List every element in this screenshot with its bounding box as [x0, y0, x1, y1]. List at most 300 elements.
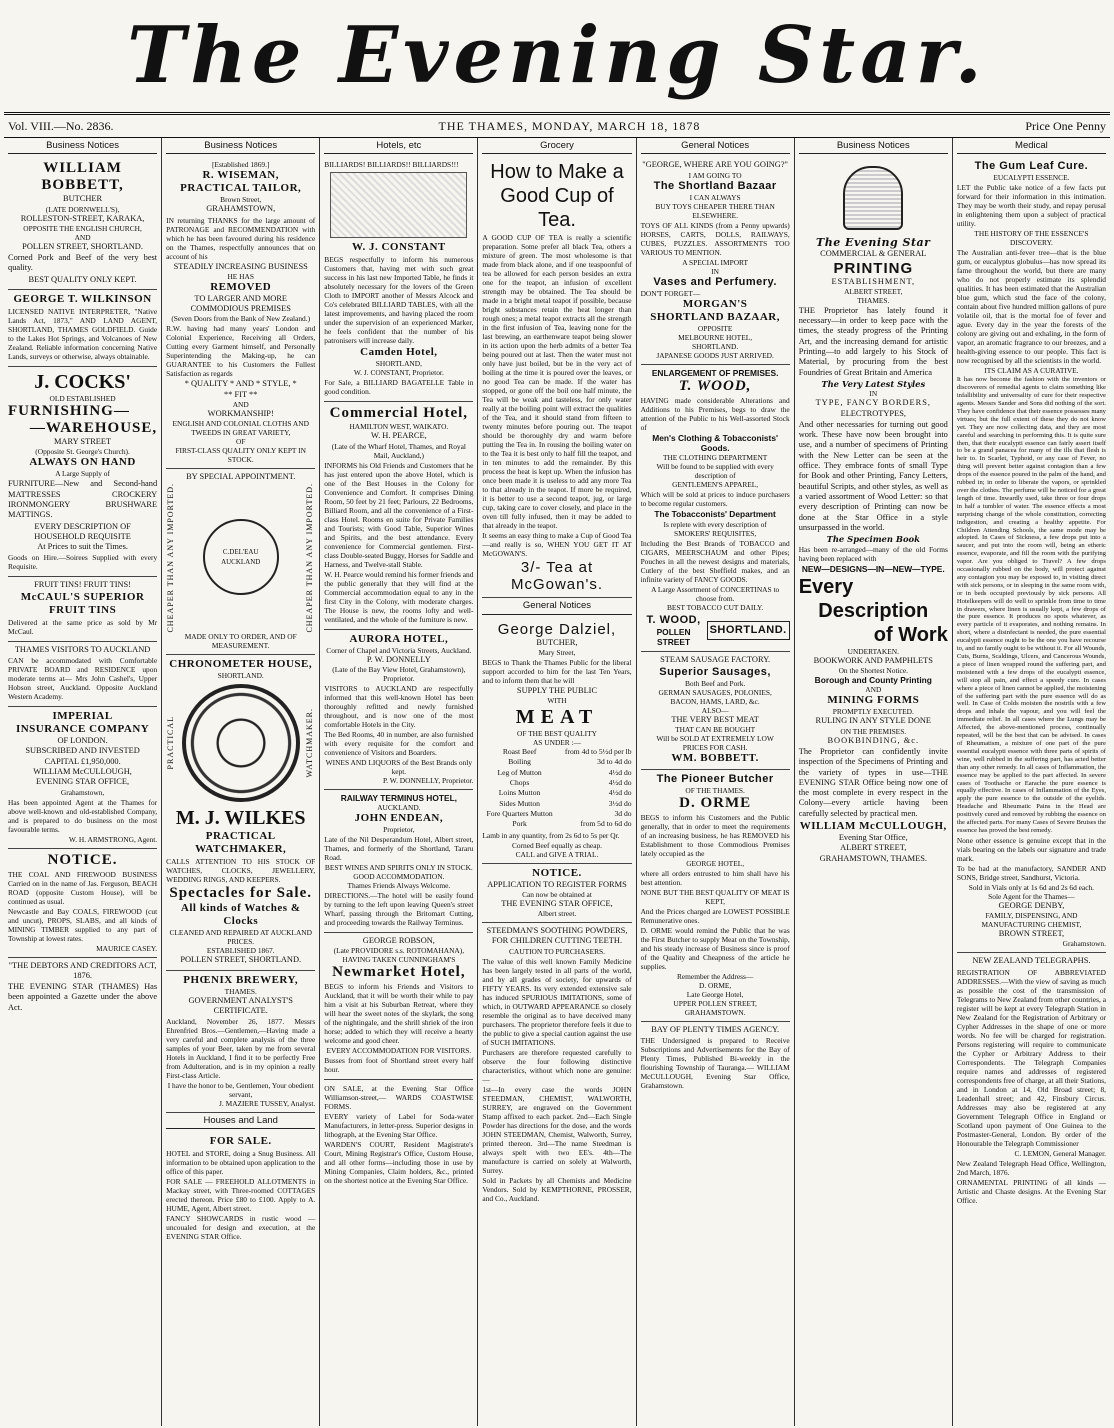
ad-body: ON SALE, at the Evening Star Office Williamson-street,— WARDS COASTWISE FORMS.	[324, 1084, 474, 1112]
ad-line: ITS CLAIM AS A CURATIVE.	[984, 366, 1079, 376]
ad-body: And the Prices charged are LOWEST POSSIBLE Remunerative ones.	[640, 906, 790, 925]
ad-line: GRAHAMSTOWN.	[684, 1007, 746, 1017]
ad-nz-telegraphs	[957, 953, 1106, 1209]
ad-line: OPPOSITE THE ENGLISH CHURCH,	[23, 223, 142, 233]
ad-line: CHEAPER THAN ANY IMPORTED.	[304, 482, 314, 633]
ad-body: The Australian anti-fever tree—that is the blue gum, or eucalyptus globulus—has now spread its fame throughout the world, but there are many who do not properly estimate its splendid qualities. It has been estimated that the Australian blue gum, which stud the face of the colony, contain about five hundred million gallons of pure volatile oil, that is the mortal foe of fever and ague. Every day in the year the forests of the colony are giving out and exhaling, in the form of vapor, an aromatic fragrance to our breezes, and a health-giving essence to our people. This fact is now recognised by all the scientists in the world.	[956, 248, 1106, 366]
ad-line: THE HISTORY OF THE ESSENCE'S DISCOVERY.	[974, 229, 1089, 248]
ad-line: WINES AND LIQUORS of the Best Brands only kept.	[325, 757, 473, 776]
ad-line: Will be SOLD AT EXTREMELY LOW	[656, 733, 774, 743]
column-7	[953, 138, 1110, 1426]
ad-line: Can now be obtained at	[522, 889, 592, 899]
column-heading: Business Notices	[799, 138, 948, 154]
ad-line: Proprietor,	[383, 825, 415, 835]
ad-line: T. WOOD,	[646, 613, 701, 626]
ad-line: MORGAN'S	[682, 297, 748, 310]
ad-line: ON THE PREMISES.	[840, 726, 907, 736]
ad-line: —WAREHOUSE,	[29, 420, 158, 437]
ad-line: ALSO—	[701, 705, 729, 715]
ad-title: GEORGE ROBSON,	[362, 936, 435, 946]
ad-line: PRICES FOR CASH.	[682, 742, 748, 752]
ad-line: THAMES.	[224, 986, 257, 996]
ad-line: PRACTICAL WATCHMAKER,	[195, 830, 287, 856]
ad-line: THE EVENING STAR OFFICE,	[501, 898, 613, 908]
ad-line: OF LONDON.	[57, 736, 108, 746]
ad-line: Sole Agent for the Thames—	[988, 891, 1075, 901]
ad-line: BROWN STREET,	[998, 929, 1065, 939]
ad-line: Is replete with every description of	[663, 519, 767, 529]
newspaper-title: The Evening Star.	[127, 10, 987, 101]
meat-price-cell: 3d do	[614, 808, 632, 818]
ad-line: NEW—DESIGNS—IN—NEW—TYPE.	[801, 564, 945, 575]
column-heading: Hotels, etc	[324, 138, 473, 154]
ad-line: Vases and Perfumery.	[653, 275, 777, 288]
ad-line: I have the honor to be, Gentlemen, Your obedient servant,	[167, 1081, 314, 1100]
ad-body: FOR SALE — FREEHOLD ALLOTMENTS in Mackay street, with Three-roomed COTTAGES erected thereon. Price £80 to £100. Apply to A. HUME, Agent, Albert street.	[166, 1177, 316, 1214]
ad-body: Corned Pork and Beef of the very best quality.	[8, 253, 158, 273]
ad-body: Auckland, November 26, 1877. Messrs Ehrenfried Bros.—Gentlemen,—Having made a very careful and complete analysis of the three samples of your Beer, taken by me from several Hotels in Auckland, I find it to be perfectly Free from Adulteration, and is in my opinion a really First-class Article.	[166, 1017, 316, 1081]
ad-title: PHŒNIX BREWERY,	[183, 973, 299, 986]
price: Price One Penny	[1025, 118, 1106, 133]
ad-line: AND	[865, 685, 882, 695]
ad-title: Commercial Hotel,	[329, 405, 469, 422]
ad-line: A Large Supply of	[55, 469, 110, 479]
ad-line: ALBERT STREET,	[840, 843, 907, 853]
ad-line: MADE ONLY TO ORDER, AND OF MEASUREMENT.	[184, 632, 297, 651]
ad-line: IN	[711, 266, 720, 276]
ad-line: OF	[235, 437, 246, 447]
dateline	[4, 115, 1110, 138]
ad-line: HAVING TAKEN CUNNINGHAM'S	[342, 955, 456, 965]
ad-line: BEST QUALITY ONLY KEPT.	[28, 274, 137, 284]
ad-body: Purchasers are therefore requested carefully to observe the four following distinctive characteristics, without which none are genuine:—	[482, 1047, 632, 1084]
ad-line: W. J. CONSTANT, Proprietor.	[353, 368, 444, 378]
ad-body: D. ORME would remind the Public that he was the First Butcher to supply Meat on the Township, and his steady increase of Business since is proof of the Quality and Cheapness of the article he supplies.	[640, 925, 790, 971]
section-heading: General Notices	[482, 598, 631, 614]
table-row	[482, 799, 631, 809]
ad-chronometer-house	[166, 655, 315, 970]
ad-line: Corner of Chapel and Victoria Streets, Auckland.	[326, 645, 472, 655]
ad-line: Newmarket Hotel,	[332, 964, 466, 981]
ad-line: FAMILY, DISPENSING, AND MANUFACTURING CHEMIST,	[981, 911, 1082, 930]
ad-line: Will be found to be supplied with every description of	[656, 462, 774, 481]
ad-line: MELBOURNE HOTEL,	[678, 332, 753, 342]
ad-line: WILLIAM McCULLOUGH,	[33, 766, 132, 776]
meat-price-cell: 4½d do	[608, 767, 632, 777]
ad-line: (LATE DORNWELL'S),	[45, 204, 120, 214]
masthead	[4, 0, 1110, 115]
ad-line: IN	[869, 389, 878, 399]
ad-line: On the Shortest Notice.	[838, 666, 908, 676]
meat-price-table	[482, 747, 631, 829]
ad-line: ALWAYS ON HAND	[29, 456, 136, 469]
ad-line: Mary Street,	[538, 647, 576, 657]
ad-line: The Tobacconists' Department	[654, 509, 776, 520]
ad-line: BEST TOBACCO CUT DAILY.	[666, 602, 764, 612]
ad-line: PRINTING	[833, 259, 914, 277]
ad-good-cup-of-tea	[482, 157, 631, 598]
seal-block	[166, 483, 315, 633]
ad-title: "GEORGE, WHERE ARE YOU GOING?"	[642, 160, 788, 170]
ad-line: INSURANCE COMPANY	[15, 723, 150, 736]
ad-line: GOVERNMENT ANALYST'S CERTIFICATE.	[188, 995, 293, 1015]
meat-cut-cell: Pork	[512, 819, 527, 829]
ad-line: GERMAN SAUSAGES, POLONIES,	[658, 687, 772, 697]
table-row	[482, 768, 631, 778]
meat-cut-cell: Roast Beef	[502, 747, 537, 757]
wood-sign	[641, 614, 790, 648]
ad-signature: MAURICE CASEY.	[96, 943, 158, 953]
ad-line: Every	[798, 575, 854, 598]
ad-body: The Bed Rooms, 40 in number, are also furnished with every requisite for the comfort and convenience of Visitors and Boarders.	[324, 729, 474, 757]
ad-line: THE CLOTHING DEPARTMENT	[662, 453, 768, 463]
ad-line: ELECTROTYPES,	[840, 408, 906, 418]
ad-line: Late George Hotel,	[686, 989, 744, 999]
ad-body: R.W. having had many years' London and Colonial Experience, Receiving all Orders, Cutting every Garment himself, and Personally Superintending the Making-up, he can GUARANTEE to his Customers the Fullest Satisfaction as regards	[166, 324, 316, 379]
ad-line: W. H. PEARCE,	[370, 431, 427, 441]
place-date: THE THAMES, MONDAY, MARCH 18, 1878	[438, 118, 701, 133]
ad-line: TO LARGER AND MORE COMMODIOUS PREMISES	[190, 293, 291, 314]
column-6	[795, 138, 953, 1426]
ad-line: Evening Star Office,	[838, 832, 908, 842]
ad-body: WARDEN'S COURT, Resident Magistrate's Court, Mining Registrar's Office, Custom House, and all other forms—including those in use by Mining Companies, Claim holders, &c., printed on the shortest notice at the Evening Star Office.	[324, 1140, 474, 1186]
table-row	[482, 819, 631, 829]
ad-body: REGISTRATION OF ABBREVIATED ADDRESSES.—With the view of saving as much as possible the cost of the transmission of Telegrams to New Zealand from other countries, a register will be kept at every Telegraph Station in New Zealand for the Registration of Arbitrary or Cypher Addresses in the shape of one or more words. No fee will be charged for registration. Persons registering will require to communicate the Cypher or Arbitrary Address to their Correspondents. The Telegraph Companies require names and addresses of registered correspondents free of charge, at all their Stations, and in London at 14, Old Broad street; 8, Leadenhall street; and 42, Finsbury Circus. Addresses may also be registered at any Government Telegraph Office in England or Scotland upon payment of One Guinea to the Postmaster-General, London. By order of the Honourable the Telegraph Commissioner	[956, 967, 1106, 1148]
ad-title: NEW ZEALAND TELEGRAPHS.	[972, 956, 1091, 966]
ad-line: 3/- Tea at McGowan's.	[510, 559, 604, 594]
ad-line: SHORTLAND BAZAAR,	[650, 310, 780, 323]
column-4	[478, 138, 636, 1426]
ad-body: CALLS ATTENTION TO HIS STOCK OF WATCHES, CLOCKS, JEWELLERY, WEDDING RINGS, AND KEEPERS.	[166, 857, 316, 885]
ad-body: New Zealand Telegraph Head Office, Wellington, 2nd March, 1876.	[956, 1158, 1106, 1177]
ad-line: FURNISHING—	[8, 403, 130, 420]
ad-line: AS UNDER :—	[532, 738, 582, 748]
ad-body: BEGS to inform his Friends and Visitors to Auckland, that it will be worth their while to pay him a visit at his Suburban Retreat, where they will hear the sweet notes of the skylark, the song of the nightingale, and the shrill shriek of the iron horse; added to which they will receive a hearty welcome and good cheer.	[324, 982, 474, 1046]
meat-cut-cell: Sides Mutton	[499, 798, 540, 808]
column-5	[637, 138, 795, 1426]
ad-signature: J. MAZIERE TUSSEY, Analyst.	[219, 1099, 316, 1109]
ad-commercial-hotel	[324, 402, 473, 629]
ad-line: BUTCHER	[63, 194, 103, 204]
section-heading: Houses and Land	[166, 1113, 315, 1129]
ad-line: [Established 1869.]	[211, 160, 270, 170]
ad-line: HAMILTON WEST, WAIKATO.	[349, 422, 449, 432]
ad-line: BACON, HAMS, LARD, &c.	[670, 696, 760, 706]
ad-title: STEEDMAN'S SOOTHING POWDERS, FOR CHILDREN CUTTING TEETH.	[486, 926, 628, 946]
ad-line: ENGLISH AND COLONIAL CLOTHS AND TWEEDS IN GREAT VARIETY,	[172, 419, 309, 438]
ad-line: CHEAPER THAN ANY IMPORTED.	[166, 482, 176, 633]
ad-body: BEGS respectfully to inform his numerous Customers that, having met with such great success in his last new Imported Table, he finds it absolutely necessary for the lovers of the Green Cloth to IMPORT another of Messrs Alcock and Co's celebrated BILLIARD TABLES, with all the latest improvements, and having placed the room under the supervision of an experienced Marker, he feels confident that the number of his patronisers will increase daily.	[324, 255, 474, 346]
ad-body: Lamb in any quantity, from 2s 6d to 5s per Qr.	[482, 830, 620, 840]
ad-coal-notice	[8, 849, 157, 958]
ad-body: A GOOD CUP OF TEA is really a scientific preparation. Some prefer all black Tea, others a mixture of green. The most wholesome is that made from black alone, and if one teaspoonful of tea be allowed for each person besides an extra one for the teapot, an infusion of excellent strength may be obtained. The Tea should be made in a bright metal teapot if possible, because bright substances retain the heat longer than rough ones; a metal teapot extracts all the strength in the first infusion of Tea, leaving none for the last brewing, an earthenware teapot being slower in its action upon the herb admits of a better Tea being poured out at last. Then the water must not only have just boiled, but be in the very act of boiling at the time it is poured over the leaves, or no good Tea can be made. If the water has stopped, or gone off the boil one half minute, the Tea will be weak and tasteless, for only water really at the boiling point will extract the qualities of the Tea, and it should stand from fifteen to twenty minutes before pouring out. The teapot should be thoroughly dry and warm before putting the Tea in. In rousing the boiling water on to the Tea it is best only to half fill the teapot, and in ten minutes to add the remainder. By this process the heat is kept up. When the infusion has once been made it is useless to add any more Tea to that already in the teapot. If more be required, it is better to use a second teapot, jug, or large cup, taking care to cover closely, and place in the oven till fully infused, then it may be added to that already in the teapot.	[482, 233, 632, 531]
ad-line: GRAHAMSTOWN, THAMES.	[819, 853, 927, 863]
ad-body: 1st—In every case the words JOHN STEEDMAN, CHEMIST, WALWORTH, SURREY, are engraved on the Government Stamp affixed to each packet. 2nd—Each Single Powder has directions for the dose, and the words JOHN STEEDMAN, Chemist, Walworth, Surrey, printed thereon. 3rd—The name Steedman is always spelt with two EE's. 4th—The manufacture is carried on solely at Walworth, Surrey.	[482, 1084, 632, 1175]
ad-debtors-act	[8, 958, 157, 1018]
ad-bay-of-plenty	[641, 1022, 790, 1095]
ad-line: JOHN ENDEAN,	[354, 812, 444, 825]
ad-line: BUTCHER,	[536, 637, 578, 647]
ad-line: CAUTION TO PURCHASERS.	[508, 946, 605, 956]
ad-title: BILLIARDS! BILLIARDS!! BILLIARDS!!!	[324, 160, 459, 170]
billiards-illustration	[330, 172, 467, 238]
ad-line: BOOKWORK AND PAMPHLETS	[813, 655, 933, 665]
ad-line: SUPPLY THE PUBLIC	[516, 685, 598, 695]
ad-body: FANCY SHOWCARDS in rustic wood — uncoualed for design and execution, at the EVENING STAR Office.	[166, 1214, 316, 1242]
ad-body: It seems an easy thing to make a Cup of Good Tea—and really is so, WHEN YOU GET IT AT McGOWAN'S.	[482, 531, 632, 559]
ad-line: D. ORME,	[699, 980, 732, 990]
table-row	[482, 809, 631, 819]
ad-line: APPLICATION TO REGISTER FORMS	[487, 879, 627, 889]
ad-body: Sold in Packets by all Chemists and Medicine Vendors. Sold by KEMPTHORNE, PROSSER, and Co., Auckland.	[482, 1175, 632, 1203]
ad-title: IMPERIAL	[52, 710, 113, 723]
ad-t-wood	[641, 365, 790, 653]
ad-line: SUBSCRIBED AND INVESTED	[25, 746, 140, 756]
ad-line: MINING FORMS	[827, 694, 920, 707]
ad-line: CLEANED AND REPAIRED AT AUCKLAND PRICES.	[169, 928, 312, 947]
ad-title: RAILWAY TERMINUS HOTEL,	[340, 792, 458, 803]
ad-body: Has been re-arranged—many of the old Forms having been replaced with	[798, 545, 948, 564]
ad-line: HE HAS	[227, 271, 254, 281]
ad-signature: W. H. ARMSTRONG, Agent.	[68, 834, 158, 844]
ad-line: M. J. WILKES	[175, 807, 306, 830]
ad-line: of Work	[873, 623, 948, 646]
ad-newmarket-hotel	[324, 933, 473, 1080]
meat-price-cell: 3½d do	[608, 798, 632, 808]
ad-line: Borough and County Printing	[814, 675, 932, 686]
ad-body: Newcastle and Bay COALS, FIREWOOD (cut and uncut), PROPS, SLABS, and all kinds of MINING TIMBER supplied to any part of Township at lowest rates.	[8, 906, 158, 943]
ad-line: UPPER POLLEN STREET,	[673, 998, 757, 1008]
ad-body: Has been appointed Agent at the Thames for above well-known and old-established Company, and is prepared to do business on the most favourable terms.	[8, 797, 158, 834]
ad-body: THE EVENING STAR (THAMES) Has been appointed a Gazette under the above Act.	[8, 982, 158, 1012]
ad-line: Sold in Vials only at 1s 6d and 2s 6d each.	[968, 882, 1095, 892]
ad-line: A Large Assortment of CONCERTINAS to choose from.	[651, 584, 780, 603]
ad-line: POLLEN STREET	[656, 626, 691, 648]
ad-sausage-factory	[641, 652, 790, 770]
ad-line: (Late PROVIDORE s.s. ROTOMAHANA),	[333, 946, 465, 956]
ad-title: WILLIAM BOBBETT,	[41, 160, 124, 194]
seal-icon	[203, 519, 279, 595]
ad-body: FURNITURE—New and Second-hand MATTRESSES CROCKERY IRONMONGERY BRUSHWARE MATTINGS.	[8, 479, 158, 520]
ad-line: CAPITAL £1,950,000.	[44, 756, 121, 766]
ad-line: AND	[232, 400, 249, 410]
ad-body: where all orders entrusted to him shall have his best attention.	[640, 868, 790, 887]
ad-body: LET the Public take notice of a few facts put forward for their information in this intimation. They may be worth their study, and repay perusal in enlightening them upon a subject of practical utility.	[956, 183, 1106, 229]
ad-body: INFORMS his Old Friends and Customers that he has just entered upon the above Hotel, which is one of the Best Houses in the Colony for Convenience and Comfort. It comprises Dining Room, 50 feet by 21 feet; Parlours, 22 Bedrooms, Billiard Room, and all the convenience of a First-class Hotel. Rooms en suite for Private Families and Tourists; with Good Table, Superior Wines and Spirits, and the best attendance. Every convenience for Commercial gentlemen. First-class Double-seated Buggy, Horses for Saddle and Harness, and Twelve-stall Stable.	[324, 460, 474, 569]
ad-line: Description	[818, 599, 929, 622]
ad-body: HAVING made considerable Alterations and Additions to his Premises, begs to draw the attention of the Public to his Well-assorted Stock of	[640, 395, 790, 432]
ad-body: The Proprietor can confidently invite inspection of the Specimens of Printing and the variety of types in use—THE EVENING STAR Office being now one of the most complete in every respect in the Colony—every article having been carefully selected by practical men.	[798, 746, 948, 818]
ad-body: EVERY variety of Label for Soda-water Manufacturers, in letter-press. Superior designs in lithograph, at the Evening Star Office.	[324, 1112, 474, 1140]
ad-line: SHORTLAND,	[375, 359, 422, 369]
table-row	[482, 757, 631, 767]
ad-line: ESTABLISHMENT,	[831, 276, 916, 286]
ad-line: MEAT	[515, 706, 599, 729]
ad-line: I CAN ALWAYS	[689, 192, 741, 202]
column-heading: Business Notices	[8, 138, 157, 154]
ad-signature: C. LEMON, General Manager.	[1014, 1148, 1106, 1158]
ad-steedman-powders	[482, 923, 631, 1208]
ad-forms-notices	[324, 1080, 473, 1190]
meat-price-cell: 4½d do	[608, 788, 632, 798]
ad-title: GEORGE T. WILKINSON	[13, 293, 152, 306]
ad-body: It has now become the fashion with the inventors or discoverers of remedial agents to claim something like infallibility and universality of cure for their respective agents. Messrs Sander and Sons did nothing of the sort. They have confidence that their essence possesses many virtues; but the full extent of these they do not know yet. They are now collecting data, and they are most careful and searching in performing this. It is quite sure then, that their eucalypti essence can fairly assert itself to be a grand panacea for many of the ills that flesh is heir to. In Scarlet, Typhoid, or any case of Fever, no thing will prevent better against contagion than a few drops of the essence poured in the palm of the hand, and rubbed in; in order to liberate the vapors, or sprinkled over the clothes. The perfume will be noticed for a great length of time. Inwardly used, take three or four drops in half a tumbler of water. The essence effects a most surprising change of the whole constitution, correcting indigestion, and creating a healthy appetite. For Children Attending Schools, the same mode may be adopted. In Cases of Sickness, a few drops put into a saucer, and put into the room will, being an etheric essence, evaporate, and fill the room with the purifying vapor. Are you obliged to Travel? A few drops occasionally rubbed on the body, will protect against any contagion you may be exposed to, in visiting direct with sick persons, or in sleeping in the same room with, or in beds occupied previously by sick persons. All Hotelkeepers will do well to sprinkle from time to time in drawers, where linen is usually kept, a few drops of the pure essence. It produces no spots whatever, as every particle of it evaporates, and nothing remains. In short, where a disinfectant is needed, the pure essential eucalypti essence ought to be the one you have recourse to, and no family ought to be without it. For all Wounds, Cuts, Burns, Scaldings, Ulcers, and Cancerous Wounds, a piece of linen wrapped round the suffering part, and moistened with a few drops of the eucalypti essence, will stop all pain, and effect a speedy cure. In cases where a piece of linen cannot be applied, the moistening of the suffering part with the pure essence will do as well. In Case of Colds moisten the nostrils with a few drops and inhale the vapour, and you will feel the immediate relief. In all cases where the Lungs may be Affected, the above-mentioned process, continually repeated, will be the best that can be advised. In cases of Rheumatism, a mixture of one part of the pure essential eucalypti essence with three parts of spirits of wine, well rubbed in the suffering part, has acted better than any other remedy. In all cases of Inflammation, the essence may be applied to the part affected. In severe cases of Toothache or Earache the pure essence is equally effective. In cases of Inflammation of the Eyes, apply the pure essence to the outside of the eyelids. Headache and Rheumatic Pains in the Head are positively cured and removed by rubbing the essence on the affected parts. For many Cases of Severe Bruises the essence has proved the best remedy.	[956, 376, 1106, 834]
ad-title: "THE DEBTORS AND CREDITORS ACT, 1876.	[8, 960, 157, 980]
ad-line: The Specimen Book	[826, 534, 920, 545]
ad-body: IN returning THANKS for the large amount of PATRONAGE and RECOMMENDATION with which he has been favoured during his residence on the Thames, respectfully announces that on account of his	[166, 215, 316, 261]
ad-phoenix-brewery	[166, 971, 315, 1114]
ad-cocks	[8, 367, 157, 577]
ad-line: EVERY ACCOMMODATION FOR VISITORS.	[326, 1046, 472, 1056]
ad-line: OPPOSITE	[697, 323, 733, 333]
ad-line: BOOKBINDING, &c.	[827, 735, 920, 745]
ad-line: SHORTLAND.	[217, 671, 264, 681]
ad-body: Delivered at the same price as sold by Mr McCaul.	[8, 617, 158, 636]
ad-wilkinson	[8, 290, 157, 367]
ad-register-forms	[482, 864, 631, 924]
ad-title: FRUIT TINS! FRUIT TINS!	[34, 580, 131, 590]
ad-visitors	[8, 642, 157, 707]
ad-line: P. W. DONNELLY	[366, 654, 431, 664]
ad-aurora-hotel	[324, 630, 473, 790]
ad-body: THE Undersigned is prepared to Receive Subscriptions and Advertisements for the Bay of Plenty Times, Published Bi-weekly in the flourishing Township of Tauranga.— WILLIAM McCULLOUGH, Evening Star Office, Grahamstown.	[640, 1036, 790, 1091]
ad-title: AURORA HOTEL,	[349, 632, 449, 645]
ad-line: MARY STREET	[53, 437, 112, 447]
ad-line: DON'T FORGET—	[640, 288, 701, 298]
ad-line: BEST WINES AND SPIRITS ONLY IN STOCK.	[324, 863, 473, 873]
ad-body: For Sale, a BILLIARD BAGATELLE Table in good condition.	[324, 378, 474, 397]
ad-body: CAN be accommodated with Comfortable PRIVATE BOARD and RESIDENCE upon moderate terms at— Mrs John Cashel's, Upper Hobson street, Auckland. Opposite Auckland Western Academy.	[8, 656, 158, 702]
ad-body: And other necessaries for turning out good work. These have now been brought into use, and a number of specimens of Printing with the New Letter can be seen at the office. They embrace fonts of small Type for Book and other Printing, Fancy Letters, beautiful Scripts, and other styles, as well as a varied assortment of Wood Letter: so that every description of Printing can now be done at the Star Office in a style unsurpassed in the world.	[798, 419, 948, 532]
column-2	[162, 138, 320, 1426]
ad-line: JAPANESE GOODS JUST ARRIVED.	[656, 350, 774, 360]
ad-line: FIRST-CLASS QUALITY ONLY KEPT IN STOCK.	[175, 446, 306, 465]
ad-line: STEADILY INCREASING BUSINESS	[173, 261, 308, 271]
ad-body: To be had at the manufactory, SANDER AND SONS, Bridge street, Sandhurst, Victoria.	[956, 863, 1106, 882]
table-row	[482, 747, 631, 757]
ad-line: Men's Clothing & Tobacconists' Goods.	[652, 432, 778, 454]
ad-line: REMOVED	[210, 280, 272, 293]
ad-line: EVERY DESCRIPTION OF HOUSEHOLD REQUISITE	[34, 521, 131, 541]
ad-line: D. ORME	[679, 794, 752, 811]
ad-line: ** FIT **	[224, 389, 258, 399]
seal-text: C.DEL'EAU AUCKLAND	[221, 548, 261, 567]
ad-title: The Evening Star	[816, 236, 931, 250]
ad-fruit-tins	[8, 577, 157, 641]
meat-price-cell: from 4d to 5½d per lb	[564, 747, 632, 757]
ad-title: BAY OF PLENTY TIMES AGENCY.	[651, 1024, 780, 1034]
ad-title: NOTICE.	[532, 866, 582, 879]
ad-line: (Seven Doors from the Bank of New Zealand.)	[171, 314, 311, 324]
ad-body: Including the Best Brands of TOBACCO and CIGARS, MEERSCHAUM and other Pipes; Pouches in all the newest designs and materials, Cutlery of the best Sheffield makes, and an infinite variety of FANCY GOODS.	[640, 538, 790, 584]
meat-cut-cell: Boiling	[508, 757, 531, 767]
ad-line: All kinds of Watches & Clocks	[180, 902, 301, 928]
ad-line: TYPE, FANCY BORDERS,	[815, 398, 931, 408]
ad-for-sale	[166, 1132, 315, 1246]
ad-line: The Shortland Bazaar	[653, 179, 777, 192]
ad-line: GRAHAMSTOWN,	[206, 204, 276, 214]
ad-body: THE COAL AND FIREWOOD BUSINESS Carried on in the name of Jas. Ferguson, BEACH ROAD (opposite Custom House), will be continued as usual.	[8, 869, 158, 906]
ad-body: Which will be sold at prices to induce purchasers to become regular customers.	[640, 490, 790, 509]
ad-line: ESTABLISHED 1867.	[206, 946, 275, 956]
column-heading: Medical	[957, 138, 1106, 154]
ad-line: WM. BOBBETT.	[671, 751, 759, 764]
ad-line: OF THE BEST QUALITY	[516, 729, 597, 739]
ad-line: At Prices to suit the Times.	[37, 542, 128, 552]
ad-billiards	[324, 157, 473, 402]
ad-body: HOTEL and STORE, doing a Snug Business. All information to be obtained upon application to the office of this paper.	[166, 1149, 316, 1177]
ad-line: GENTLEMEN'S APPAREL,	[672, 480, 759, 490]
ad-line: Corned Beef equally as cheap.	[511, 840, 603, 850]
ad-railway-terminus	[324, 790, 473, 933]
ad-line: THAT CAN BE BOUGHT	[675, 724, 756, 734]
ad-line: THAMES.	[857, 295, 890, 305]
ad-line: The Very Latest Styles	[821, 378, 926, 389]
ad-line: CALL and GIVE A TRIAL.	[515, 849, 599, 859]
ad-line: Superior Sausages,	[659, 665, 771, 678]
ad-printing-establishment	[799, 157, 948, 868]
table-row	[482, 778, 631, 788]
ad-title: FOR SALE.	[209, 1135, 272, 1148]
ad-line: SHORTLAND.	[692, 341, 739, 351]
ad-line: POLLEN STREET, SHORTLAND.	[22, 241, 143, 251]
ad-body: Late of the Nil Desperandum Hotel, Albert street, Thames, and formerly of the Shortland, Tararu Road.	[324, 835, 474, 863]
ad-line: (Late of the Wharf Hotel, Thames, and Royal Mail, Auckland,)	[331, 441, 466, 460]
ad-wiseman	[166, 157, 315, 469]
ad-pioneer-butcher	[641, 770, 790, 1022]
meat-cut-cell: Leg of Mutton	[497, 767, 542, 777]
ad-line: Spectacles for Sale.	[169, 885, 313, 902]
column-1	[4, 138, 162, 1426]
column-heading: Business Notices	[166, 138, 315, 154]
ad-bobbett	[8, 157, 157, 290]
ad-line: GEORGE DENBY,	[998, 900, 1065, 910]
ad-line: EUCALYPTI ESSENCE.	[993, 173, 1070, 183]
column-3	[320, 138, 478, 1426]
columns	[4, 138, 1110, 1426]
meat-cut-cell: Fore Quarters Mutton	[486, 808, 553, 818]
ad-body: BEGS to inform his Customers and the Public generally, that in order to meet the requirements of an increasing business, he has REMOVED his Establishment to those Commodious Premises lately occupied as the	[640, 812, 790, 858]
ad-line: SHORTLAND.	[707, 621, 790, 640]
ad-body: The value of this well known Family Medicine has been largely tested in all parts of the world, and by all grades of society, for upwards of FIFTY YEARS. Its very extended extensive sale has induced SPURIOUS IMITATIONS, some of which, in OUTWARD APPEARANCE so closely resemble the original as to have deceived many purchasers. The proprietor therefore feels it due to the public to give a special caution against the use of SUCH IMITATIONS.	[482, 956, 632, 1047]
ad-body: ORNAMENTAL PRINTING of all kinds — Artistic and Chaste designs. At the Evening Star Office.	[956, 1177, 1106, 1205]
ad-dalziel-butcher	[482, 618, 631, 864]
ad-title: CHRONOMETER HOUSE,	[169, 658, 313, 671]
ad-line: OLD ESTABLISHED	[49, 394, 116, 404]
ad-line: PRACTICAL	[166, 716, 176, 770]
ad-body: None other essence is genuine except that in the vials bearing on the labels our signature and trade mark.	[956, 835, 1106, 863]
ad-line: W. J. CONSTANT	[351, 241, 446, 254]
ad-title: THAMES VISITORS TO AUCKLAND	[14, 644, 151, 654]
ad-title: The Gum Leaf Cure.	[974, 160, 1089, 173]
ad-line: Camden Hotel,	[360, 346, 438, 359]
ad-line: RULING IN ANY STYLE DONE	[815, 716, 932, 726]
meat-price-cell: 3d to 4d do	[597, 757, 632, 767]
ad-line: Both Beef and Pork.	[684, 678, 746, 688]
ad-body: TOYS OF ALL KINDS (from a Penny upwards) HORSES, CARTS, DOLLS, RAILWAYS, CUBES, PUZZLES. ASSORTMENTS TOO VARIOUS TO MENTION.	[640, 220, 790, 257]
table-row	[482, 788, 631, 798]
column-heading: General Notices	[641, 138, 790, 154]
ad-line: (Late of the Bay View Hotel, Grahamstown), Proprietor.	[332, 664, 466, 683]
ad-line: WILLIAM McCULLOUGH,	[799, 819, 947, 832]
ad-body: VISITORS to AUCKLAND are respectfully informed that this well-known Hotel has been thoroughly refitted and newly furnished throughout, and is now one of the most comfortable Hotels in the City.	[324, 683, 474, 729]
ad-line: Grahamstown,	[60, 787, 105, 797]
ad-title: NOTICE.	[47, 851, 118, 868]
ad-shortland-bazaar	[641, 157, 790, 364]
ad-signature: P. W. DONNELLY, Proprietor.	[382, 775, 474, 785]
column-heading: Grocery	[482, 138, 631, 154]
ad-insurance	[8, 707, 157, 848]
